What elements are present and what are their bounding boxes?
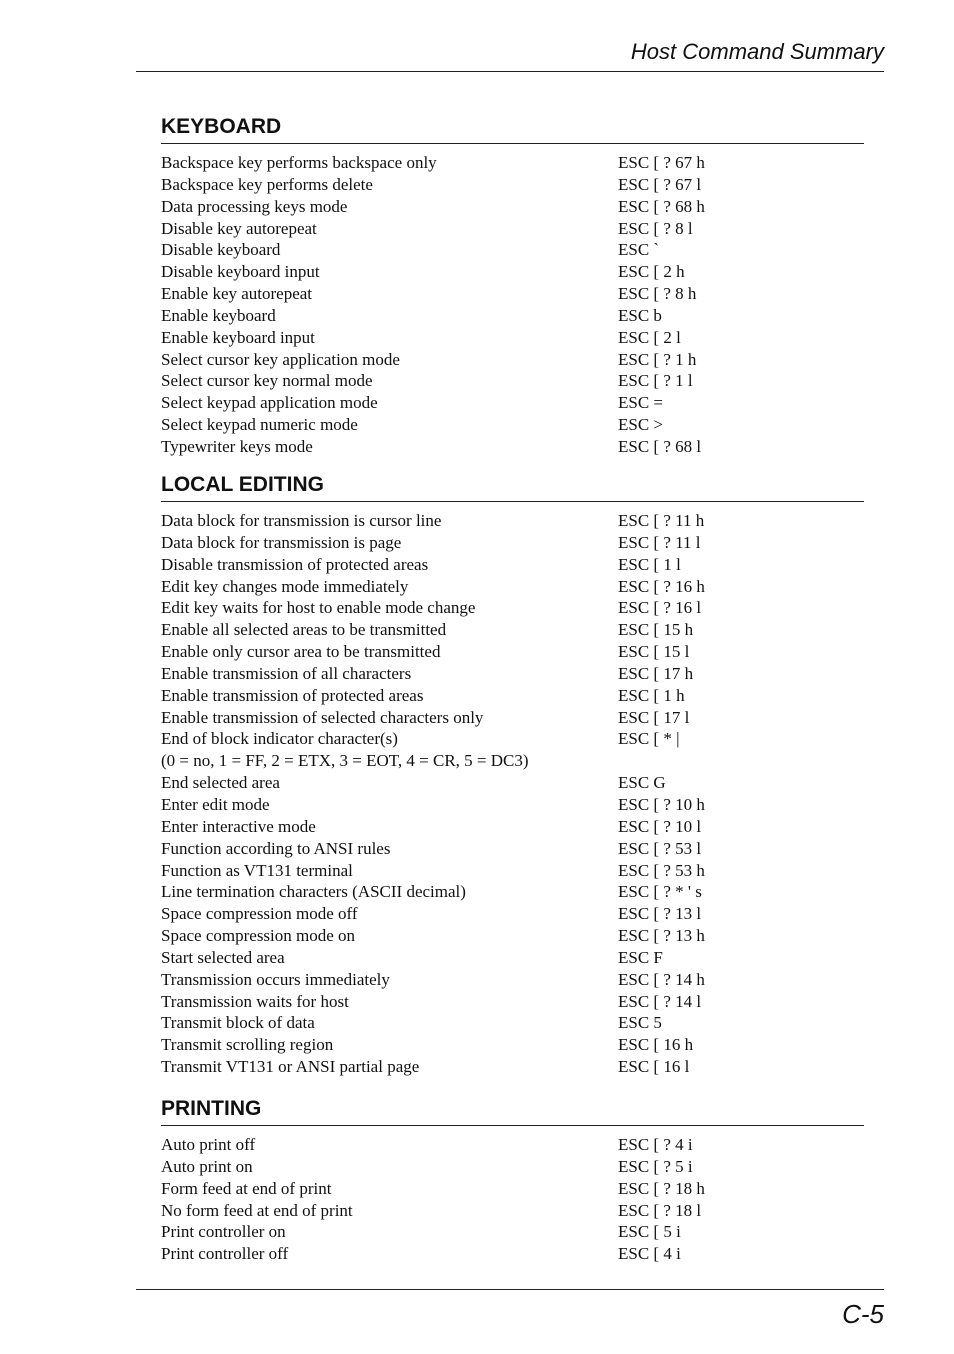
command-description: Function as VT131 terminal: [161, 860, 353, 880]
escape-sequence: ESC [ ? 4 i: [618, 1135, 693, 1154]
escape-sequence: ESC [ ? 13 h: [618, 926, 705, 946]
command-description: Enable all selected areas to be transmitted: [161, 620, 447, 640]
command-row: [161, 947, 864, 969]
command-row: [161, 750, 864, 772]
command-description: Data processing keys mode: [161, 196, 348, 216]
command-description: Edit key changes mode immediately: [161, 576, 409, 596]
escape-sequence: ESC [ ? 18 l: [618, 1200, 702, 1220]
escape-sequence: ESC [ ? 67 h: [618, 153, 705, 172]
escape-sequence: ESC [ ? 14 l: [618, 991, 702, 1011]
escape-sequence: ESC [ ? 8 l: [618, 218, 693, 238]
command-description: Enable transmission of protected areas: [161, 685, 424, 705]
command-row: [161, 1156, 864, 1178]
command-list: [161, 510, 864, 1078]
escape-sequence: ESC [ 1 l: [618, 554, 681, 574]
section-heading: KEYBOARD: [161, 114, 864, 144]
escape-sequence: ESC [ 4 i: [618, 1244, 681, 1264]
section-printing: [161, 1096, 864, 1265]
command-description: Enter edit mode: [161, 794, 270, 814]
escape-sequence: ESC [ ? 16 h: [618, 576, 705, 596]
command-row: [161, 597, 864, 619]
command-description: Enable keyboard: [161, 305, 276, 325]
command-description: Space compression mode on: [161, 926, 356, 946]
command-row: [161, 728, 864, 750]
command-description: Enable transmission of selected characters only: [161, 707, 484, 727]
command-description: Function according to ANSI rules: [161, 838, 391, 858]
command-description: End selected area: [161, 773, 280, 793]
command-description: Disable key autorepeat: [161, 218, 317, 238]
command-row: [161, 969, 864, 991]
header-rule: [136, 71, 884, 72]
escape-sequence: ESC [ ? 8 h: [618, 284, 697, 304]
command-description: Transmission waits for host: [161, 991, 349, 1011]
command-description: Data block for transmission is page: [161, 532, 402, 552]
command-description: Enable keyboard input: [161, 327, 315, 347]
command-row: [161, 1134, 864, 1156]
command-row: [161, 218, 864, 240]
escape-sequence: ESC [ ? 67 l: [618, 174, 702, 194]
escape-sequence: ESC =: [618, 393, 664, 413]
command-row: [161, 707, 864, 729]
command-row: [161, 838, 864, 860]
escape-sequence: ESC [ 2 h: [618, 262, 685, 282]
escape-sequence: ESC [ ? 1 h: [618, 349, 697, 369]
command-description: Select cursor key normal mode: [161, 371, 373, 391]
command-row: [161, 619, 864, 641]
command-list: [161, 152, 864, 458]
command-row: [161, 239, 864, 261]
command-description: Print controller on: [161, 1222, 286, 1242]
command-row: [161, 663, 864, 685]
command-description: Transmit VT131 or ANSI partial page: [161, 1057, 420, 1077]
command-description: Disable keyboard: [161, 240, 281, 260]
escape-sequence: ESC [ 17 h: [618, 663, 694, 683]
command-description: No form feed at end of print: [161, 1200, 353, 1220]
command-row: [161, 685, 864, 707]
command-row: [161, 641, 864, 663]
escape-sequence: ESC G: [618, 773, 666, 793]
escape-sequence: ESC [ ? 53 l: [618, 838, 702, 858]
command-description: Enable only cursor area to be transmitted: [161, 642, 441, 662]
command-description: Disable transmission of protected areas: [161, 554, 429, 574]
command-row: [161, 370, 864, 392]
command-description: End of block indicator character(s): [161, 729, 398, 749]
escape-sequence: ESC [ 16 h: [618, 1035, 694, 1055]
escape-sequence: ESC 5: [618, 1013, 662, 1033]
command-row: [161, 196, 864, 218]
command-description: Start selected area: [161, 947, 285, 967]
command-row: [161, 283, 864, 305]
command-description: Line termination characters (ASCII decimal): [161, 882, 466, 902]
command-description: Enable transmission of all characters: [161, 663, 412, 683]
escape-sequence: ESC [ ? 11 l: [618, 532, 701, 552]
command-row: [161, 510, 864, 532]
command-description: Form feed at end of print: [161, 1178, 332, 1198]
command-row: [161, 261, 864, 283]
command-description: Enable key autorepeat: [161, 284, 313, 304]
command-row: [161, 991, 864, 1013]
command-list: [161, 1134, 864, 1265]
command-description: Select cursor key application mode: [161, 349, 400, 369]
escape-sequence: ESC [ 5 i: [618, 1222, 681, 1242]
escape-sequence: ESC [ ? 11 h: [618, 511, 705, 530]
running-header-title: Host Command Summary: [630, 39, 884, 64]
page-number: C-5: [842, 1299, 884, 1329]
command-row: [161, 174, 864, 196]
command-row: [161, 860, 864, 882]
command-description: Disable keyboard input: [161, 262, 320, 282]
escape-sequence: ESC [ 2 l: [618, 327, 681, 347]
escape-sequence: ESC [ ? 5 i: [618, 1156, 693, 1176]
command-description: Space compression mode off: [161, 904, 358, 924]
command-description: Backspace key performs backspace only: [161, 153, 437, 172]
escape-sequence: ESC [ ? 16 l: [618, 598, 702, 618]
command-description: Auto print off: [161, 1135, 256, 1154]
escape-sequence: ESC [ 15 l: [618, 642, 690, 662]
command-row: [161, 327, 864, 349]
command-row: [161, 1056, 864, 1078]
escape-sequence: ESC [ * |: [618, 729, 680, 749]
command-row: [161, 881, 864, 903]
command-description: Edit key waits for host to enable mode change: [161, 598, 476, 618]
command-row: [161, 305, 864, 327]
escape-sequence: ESC [ 1 h: [618, 685, 685, 705]
command-row: [161, 532, 864, 554]
escape-sequence: ESC [ ? 53 h: [618, 860, 705, 880]
escape-sequence: ESC [ ? 1 l: [618, 371, 693, 391]
command-row: [161, 903, 864, 925]
command-row: [161, 152, 864, 174]
command-description: Enter interactive mode: [161, 816, 316, 836]
command-row: [161, 816, 864, 838]
command-description: (0 = no, 1 = FF, 2 = ETX, 3 = EOT, 4 = CR, 5 = DC3): [161, 751, 529, 771]
escape-sequence: ESC b: [618, 305, 662, 325]
command-description: Select keypad application mode: [161, 393, 378, 413]
escape-sequence: ESC [ 16 l: [618, 1057, 690, 1077]
command-description: Print controller off: [161, 1244, 289, 1264]
command-row: [161, 576, 864, 598]
section-keyboard: [161, 114, 864, 458]
escape-sequence: ESC [ ? 18 h: [618, 1178, 705, 1198]
footer-rule: [136, 1289, 884, 1290]
escape-sequence: ESC [ ? 14 h: [618, 969, 705, 989]
escape-sequence: ESC [ ? * ' s: [618, 882, 702, 902]
command-row: [161, 414, 864, 436]
command-row: [161, 925, 864, 947]
escape-sequence: ESC F: [618, 947, 663, 967]
command-row: [161, 1012, 864, 1034]
command-description: Transmit scrolling region: [161, 1035, 334, 1055]
section-heading: LOCAL EDITING: [161, 472, 864, 502]
command-description: Select keypad numeric mode: [161, 415, 358, 435]
escape-sequence: ESC [ ? 68 h: [618, 196, 705, 216]
escape-sequence: ESC [ ? 13 l: [618, 904, 702, 924]
command-description: Data block for transmission is cursor line: [161, 511, 442, 530]
command-row: [161, 1034, 864, 1056]
escape-sequence: ESC >: [618, 415, 664, 435]
command-description: Transmit block of data: [161, 1013, 315, 1033]
command-description: Auto print on: [161, 1156, 253, 1176]
section-heading: PRINTING: [161, 1096, 864, 1126]
command-row: [161, 1178, 864, 1200]
command-row: [161, 772, 864, 794]
escape-sequence: ESC `: [618, 240, 660, 260]
escape-sequence: ESC [ ? 10 l: [618, 816, 702, 836]
command-description: Typewriter keys mode: [161, 436, 313, 456]
command-description: Transmission occurs immediately: [161, 969, 390, 989]
command-description: Backspace key performs delete: [161, 174, 373, 194]
command-row: [161, 1221, 864, 1243]
escape-sequence: ESC [ ? 10 h: [618, 794, 705, 814]
section-local-editing: [161, 472, 864, 1078]
escape-sequence: ESC [ 15 h: [618, 620, 694, 640]
command-row: [161, 392, 864, 414]
command-row: [161, 436, 864, 458]
command-row: [161, 554, 864, 576]
escape-sequence: ESC [ ? 68 l: [618, 436, 702, 456]
escape-sequence: ESC [ 17 l: [618, 707, 690, 727]
command-row: [161, 794, 864, 816]
command-row: [161, 349, 864, 371]
command-row: [161, 1243, 864, 1265]
command-row: [161, 1200, 864, 1222]
